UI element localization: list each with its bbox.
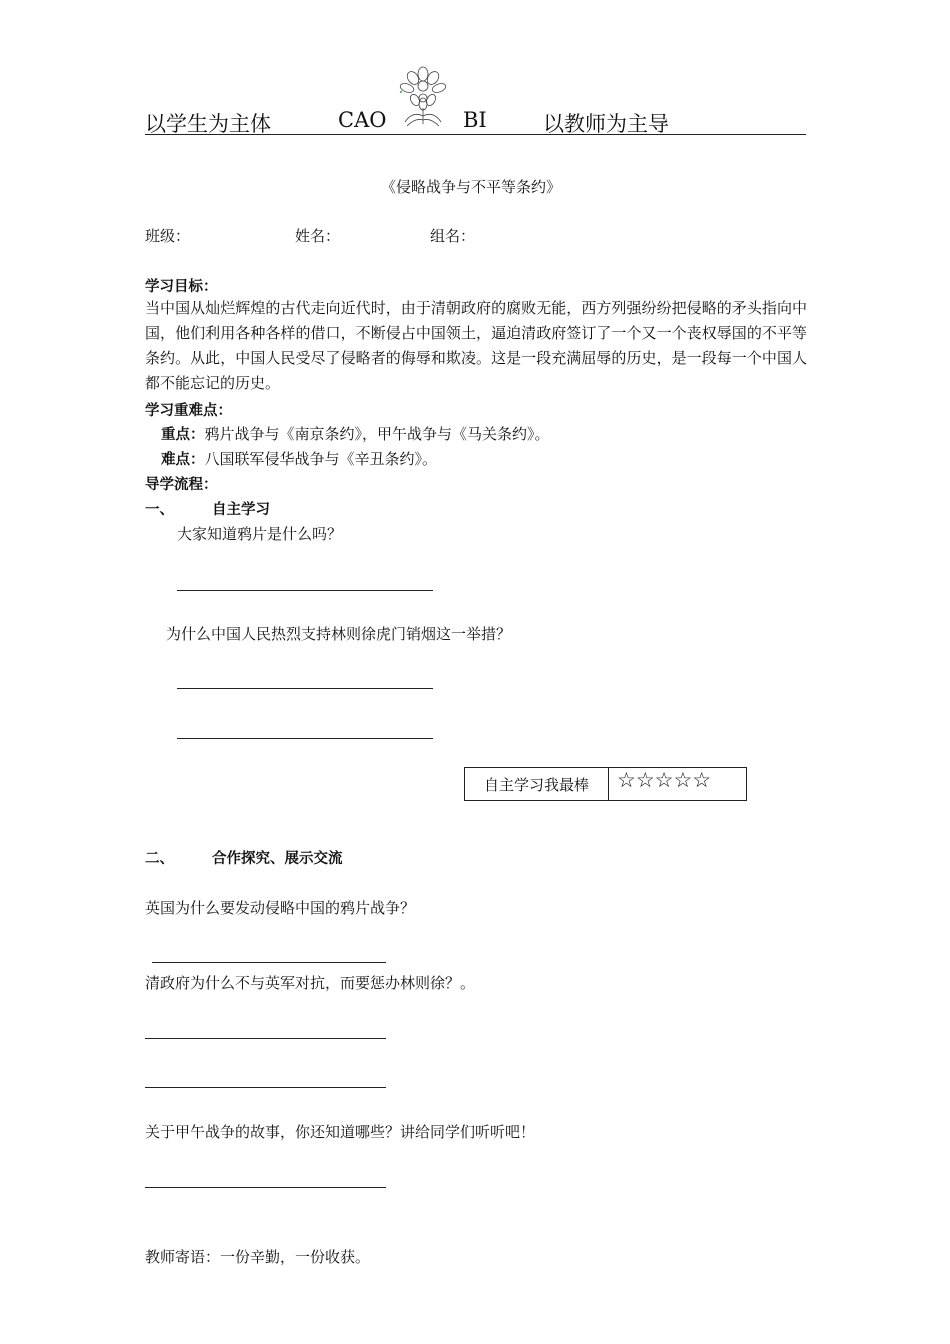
header-right-motto: 以教师为主导: [543, 112, 669, 136]
teacher-message: 教师寄语：一份辛勤，一份收获。: [145, 1248, 371, 1266]
difficulty-label: 难点：: [161, 452, 205, 468]
header-bi: BI: [463, 108, 487, 132]
answer-line[interactable]: [152, 962, 386, 963]
focus-label: 重点：: [161, 427, 205, 443]
section2-number: 二、: [145, 851, 174, 867]
section1-question-1: 大家知道鸦片是什么吗？: [177, 525, 343, 543]
focus-text: 鸦片战争与《南京条约》，甲午战争与《马关条约》。: [204, 425, 550, 443]
section1-question-2: 为什么中国人民热烈支持林则徐虎门销烟这一举措？: [166, 625, 512, 643]
name-label: 姓名：: [295, 227, 341, 245]
section2-question-3: 关于甲午战争的故事，你还知道哪些？讲给同学们听听吧！: [145, 1123, 536, 1141]
difficulty-text: 八国联军侵华战争与《辛丑条约》。: [204, 450, 438, 468]
answer-line[interactable]: [177, 738, 433, 739]
header-rule: [145, 134, 806, 135]
goals-heading: 学习目标：: [145, 279, 218, 295]
section1-title: 自主学习: [212, 502, 270, 518]
difficulty-row: [161, 448, 437, 469]
section2-title: 合作探究、展示交流: [212, 851, 343, 867]
header-cao: CAO: [338, 108, 387, 132]
rating-label: 自主学习我最棒: [465, 768, 609, 800]
class-label: 班级：: [145, 227, 191, 245]
answer-line[interactable]: [177, 688, 433, 689]
section2-question-1: 英国为什么要发动侵略中国的鸦片战争？: [145, 899, 416, 917]
answer-line[interactable]: [177, 590, 433, 591]
focus-row: [161, 423, 550, 444]
document-title: 《侵略战争与不平等条约》: [381, 178, 562, 196]
key-points-heading: 学习重难点：: [145, 403, 232, 419]
goals-text: 当中国从灿烂辉煌的古代走向近代时，由于清朝政府的腐败无能，西方列强纷纷把侵略的矛头指向中国，他们利用各种各样的借口，不断侵占中国领土，逼迫清政府签订了一个又一个丧权辱国的不平等条约。从此，中国人民受尽了侵略者的侮辱和欺凌。这是一段充满屈辱的历史，是一段每一个中国人都不能忘记的历史。: [145, 299, 807, 392]
flow-heading: 导学流程：: [145, 477, 218, 493]
flower-logo-icon: [395, 66, 451, 128]
rating-stars[interactable]: ☆☆☆☆☆: [617, 768, 712, 792]
section1-number: 一、: [145, 502, 174, 518]
answer-line[interactable]: [145, 1038, 386, 1039]
group-label: 组名：: [430, 227, 476, 245]
answer-line[interactable]: [145, 1187, 386, 1188]
answer-line[interactable]: [145, 1087, 386, 1088]
self-study-rating-box: [464, 767, 747, 801]
header-left-motto: 以学生为主体: [145, 112, 271, 136]
section2-question-2: 清政府为什么不与英军对抗，而要惩办林则徐？。: [145, 974, 476, 992]
